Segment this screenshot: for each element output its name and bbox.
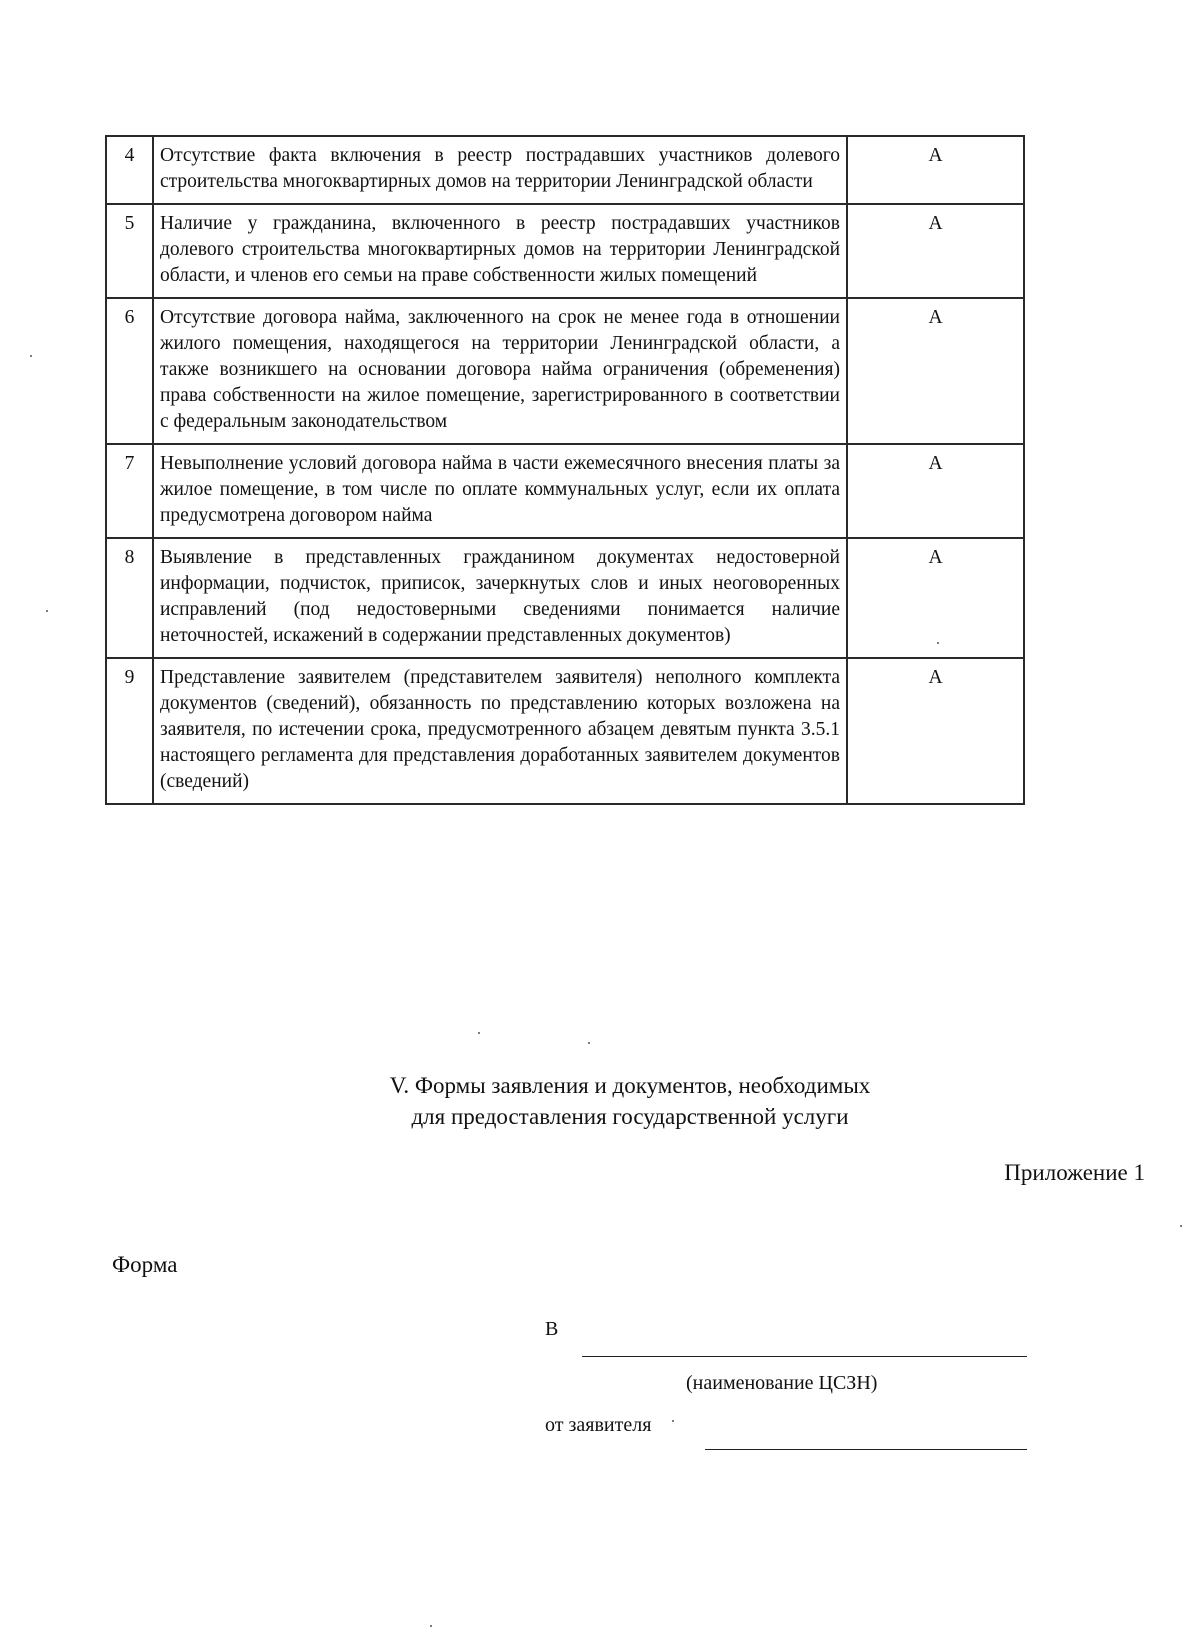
criteria-table [105,135,1025,805]
scan-speck [1180,1225,1182,1227]
recipient-line [582,1356,1027,1357]
row-code: А [847,204,1024,298]
row-code: А [847,444,1024,538]
applicant-label: от заявителя [545,1414,652,1436]
form-label: Форма [112,1252,178,1277]
scan-speck [478,1032,480,1034]
scan-speck [672,1420,674,1422]
table-row [106,298,1024,444]
section-heading-line-1: V. Формы заявления и документов, необходимых [389,1073,871,1098]
row-description: Выявление в представленных гражданином документах недостоверной информации, подчисток, приписок, зачеркнутых слов и иных неоговоренных исправлений (под недостоверными сведениями понимается наличие неточностей, искажений в содержании представленных документов) [153,538,847,658]
row-description: Представление заявителем (представителем заявителя) неполного комплекта документов (сведений), обязанность по представлению которых возложена на заявителя, по истечении срока, предусмотренного абзацем девятым пункта 3.5.1 настоящего регламента для представления доработанных заявителем документов (сведений) [153,658,847,804]
row-number: 9 [106,658,153,804]
row-number: 7 [106,444,153,538]
scan-speck [588,1042,590,1044]
table-row [106,444,1024,538]
scan-speck [430,1625,432,1627]
row-number: 5 [106,204,153,298]
row-description: Отсутствие факта включения в реестр пострадавших участников долевого строительства многоквартирных домов на территории Ленинградской области [153,136,847,204]
row-code: А [847,136,1024,204]
row-code: А [847,298,1024,444]
recipient-caption: (наименование ЦСЗН) [686,1372,878,1394]
applicant-line [705,1449,1027,1450]
scan-speck [46,610,48,612]
scan-speck [30,355,32,357]
table-row [106,136,1024,204]
table-row [106,538,1024,658]
row-code: А [847,538,1024,658]
row-description: Отсутствие договора найма, заключенного на срок не менее года в отношении жилого помещения, находящегося на территории Ленинградской области, а также возникшего на основании договора найма ограничения (обременения) права собственности на жилое помещение, зарегистрированного в соответствии с федеральным законодательством [153,298,847,444]
row-description: Наличие у гражданина, включенного в реестр пострадавших участников долевого строительства многоквартирных домов на территории Ленинградской области, и членов его семьи на праве собственности жилых помещений [153,204,847,298]
row-code: А [847,658,1024,804]
section-heading-line-2: для предоставления государственной услуги [411,1104,849,1129]
row-description: Невыполнение условий договора найма в части ежемесячного внесения платы за жилое помещение, в том числе по оплате коммунальных услуг, если их оплата предусмотрена договором найма [153,444,847,538]
row-number: 8 [106,538,153,658]
row-number: 6 [106,298,153,444]
appendix-label: Приложение 1 [1004,1160,1145,1185]
recipient-label: В [545,1318,559,1340]
scan-speck [937,642,939,644]
table-row [106,658,1024,804]
row-number: 4 [106,136,153,204]
table-row [106,204,1024,298]
section-heading [280,1070,980,1132]
